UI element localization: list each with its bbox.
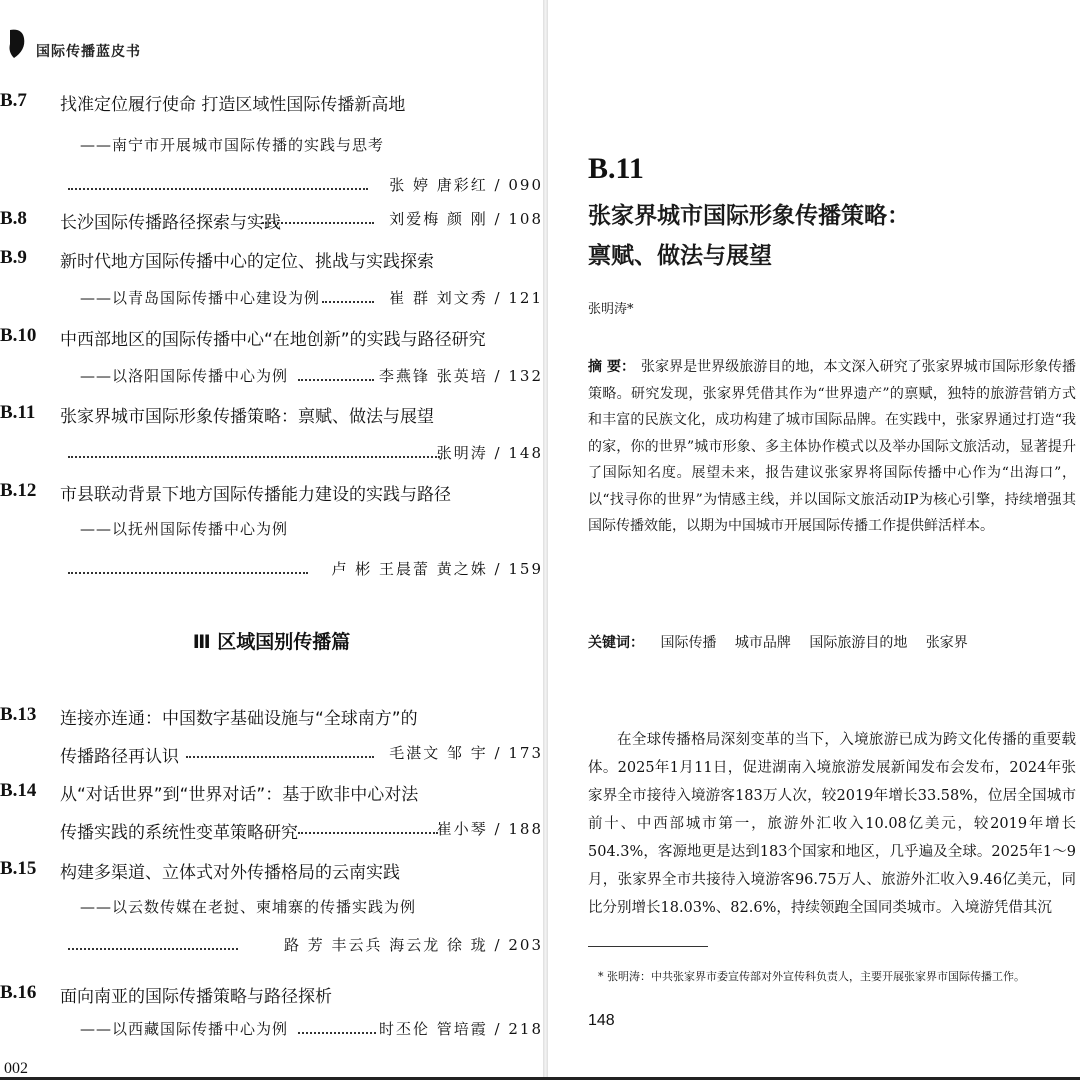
entry-subtitle: ——以西藏国际传播中心为例	[80, 1020, 289, 1038]
running-head	[0, 28, 300, 74]
entry-number: B.8	[0, 208, 27, 229]
keyword: 张家界	[925, 635, 968, 651]
entry-number: B.10	[0, 325, 37, 346]
entry-title: 面向南亚的国际传播策略与路径探析	[60, 987, 332, 1007]
keyword: 城市品牌	[734, 635, 791, 651]
entry-title: 构建多渠道、立体式对外传播格局的云南实践	[60, 863, 400, 883]
abstract-text: 张家界是世界级旅游目的地，本文深入研究了张家界城市国际形象传播策略。研究发现，张家界凭借其作为“世界遗产”的禀赋，独特的旅游营销方式和丰富的民族文化，成功构建了城市国际品牌。在实践中，张家界通过打造“我的家，你的世界”城市形象、多主体协作模式以及举办国际文旅活动，显著提升了国际知名度。展望未来，报告建议张家界将国际传播中心作为“出海口”，以“找寻你的世界”为情感主线，并以国际文旅活动IP为核心引擎，持续增强其国际传播效能，以期为中国城市开展国际传播工作提供鲜活样本。	[588, 359, 1077, 534]
entry-number: B.13	[0, 704, 37, 725]
running-title: 国际传播蓝皮书	[36, 44, 141, 60]
entry-title: 张家界城市国际形象传播策略：禀赋、做法与展望	[60, 407, 434, 427]
entry-authors-page: 崔 群 刘文秀 / 121	[389, 289, 543, 307]
entry-number: B.12	[0, 480, 37, 501]
leader-dots	[68, 454, 440, 458]
entry-subtitle: ——以抚州国际传播中心为例	[80, 520, 289, 538]
entry-subtitle: ——以洛阳国际传播中心为例	[80, 367, 289, 385]
footnote: * 张明涛：中共张家界市委宣传部对外宣传科负责人，主要开展张家界市国际传播工作。	[598, 970, 1025, 983]
entry-title: 找准定位履行使命 打造区域性国际传播新高地	[60, 95, 406, 115]
article-title	[588, 196, 1068, 276]
entry-title-cont: 传播路径再认识	[60, 747, 179, 767]
entry-authors-page: 毛湛文 邹 宇 / 173	[389, 744, 543, 762]
entry-authors-page: 刘爱梅 颜 刚 / 108	[389, 210, 543, 228]
leader-dots	[322, 299, 374, 303]
leader-dots	[262, 220, 374, 224]
entry-title-cont: 传播实践的系统性变革策略研究	[60, 823, 298, 843]
entry-subtitle: ——以青岛国际传播中心建设为例	[80, 289, 321, 307]
entry-authors-page: 时丕伦 管培霞 / 218	[379, 1020, 543, 1038]
page-number-left: 002	[4, 1060, 28, 1077]
entry-authors-page: 崔小琴 / 188	[436, 820, 543, 838]
entry-number: B.15	[0, 858, 37, 879]
entry-authors-page: 卢 彬 王晨蕾 黄之姝 / 159	[331, 560, 543, 578]
article-number: B.11	[588, 152, 644, 185]
entry-title: 长沙国际传播路径探索与实践	[60, 213, 281, 233]
entry-number: B.14	[0, 780, 37, 801]
keyword: 国际旅游目的地	[809, 635, 908, 651]
entry-title: 新时代地方国际传播中心的定位、挑战与实践探索	[60, 252, 434, 272]
section-heading: Ⅲ 区域国别传播篇	[192, 631, 351, 653]
entry-title: 从“对话世界”到“世界对话”：基于欧非中心对法	[60, 785, 419, 805]
keywords	[588, 632, 982, 652]
entry-title: 中西部地区的国际传播中心“在地创新”的实践与路径研究	[60, 330, 486, 350]
entry-number: B.16	[0, 982, 37, 1003]
leader-dots	[68, 186, 368, 190]
entry-authors-page: 张明涛 / 148	[436, 444, 543, 462]
entry-authors-page: 李燕锋 张英培 / 132	[379, 367, 543, 385]
article-author: 张明涛*	[588, 302, 634, 317]
keyword: 国际传播	[660, 635, 717, 651]
entry-number: B.7	[0, 90, 27, 111]
entry-number: B.9	[0, 247, 27, 268]
body-paragraph: 在全球传播格局深刻变革的当下，入境旅游已成为跨文化传播的重要载体。2025年1月11日，促进湖南入境旅游发展新闻发布会发布，2024年张家界全市接待入境游客183万人次，较2019年增长33.58%，位居全国城市前十、中西部城市第一，旅游外汇收入10.08亿美元，较2019年增长504.3%，客源地更是达到183个国家和地区，几乎遍及全球。2025年1～9月，张家界全市共接待入境游客96.75万人、旅游外汇收入9.46亿美元，同比分别增长18.03%、82.6%，持续领跑全国同类城市。入境游凭借其沉	[588, 732, 1076, 916]
leader-dots	[298, 830, 438, 834]
abstract-label: 摘 要：	[588, 359, 636, 375]
leader-dots	[186, 754, 374, 758]
leader-dots	[298, 1030, 376, 1034]
entry-subtitle: ——以云数传媒在老挝、柬埔寨的传播实践为例	[80, 898, 417, 916]
entry-title: 连接亦连通：中国数字基础设施与“全球南方”的	[60, 709, 418, 729]
footnote-rule	[588, 946, 708, 947]
article-title-line2: 禀赋、做法与展望	[588, 243, 772, 269]
article-title-line1: 张家界城市国际形象传播策略：	[588, 203, 910, 229]
series-logo-icon	[6, 28, 28, 62]
entry-subtitle: ——南宁市开展城市国际传播的实践与思考	[80, 136, 385, 154]
leader-dots	[68, 946, 238, 950]
entry-title: 市县联动背景下地方国际传播能力建设的实践与路径	[60, 485, 451, 505]
leader-dots	[68, 570, 308, 574]
entry-authors-page: 路 芳 丰云兵 海云龙 徐 珑 / 203	[283, 936, 543, 954]
leader-dots	[298, 377, 374, 381]
abstract	[588, 354, 1076, 540]
entry-number: B.11	[0, 402, 36, 423]
page-number-right: 148	[588, 1012, 615, 1029]
right-page	[548, 0, 1080, 1080]
entry-authors-page: 张 婷 唐彩红 / 090	[389, 176, 543, 194]
keywords-label: 关键词：	[588, 635, 644, 651]
